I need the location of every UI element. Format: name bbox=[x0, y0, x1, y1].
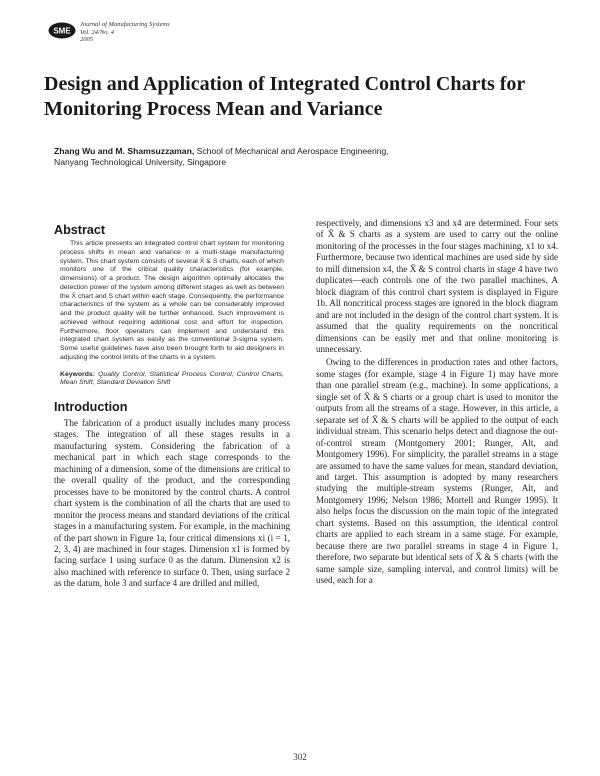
journal-info bbox=[80, 21, 170, 44]
keywords bbox=[60, 371, 284, 389]
left-column bbox=[54, 218, 290, 590]
introduction-paragraph: The fabrication of a product usually includes many process stages. The integration of all these stages results in a manufacturing system. Considering the fabrication of a mechanical part in which each stage corresponds to the machining of a dimension, some of the dimensions are critical to the overall quality of the product, and the corresponding processes have to be monitored by the control charts. A control chart system is the combination of all the charts that are used to monitor the process means and standard deviations of the critical stages in a manufacturing system. For example, in the machining of the part shown in Figure 1a, four critical dimensions xi (i = 1, 2, 3, 4) are machined in four stages. Dimension x1 is formed by facing surface 1 using surface 0 as the datum. Dimension x2 is also machined with reference to surface 0. Then, using surface 2 as the datum, hole 3 and surface 4 are drilled and milled, bbox=[54, 418, 290, 589]
right-column bbox=[316, 218, 558, 589]
sme-logo-text: SME bbox=[53, 26, 71, 36]
page-number: 302 bbox=[293, 752, 307, 762]
article-title: Design and Application of Integrated Control Charts for Monitoring Process Mean and Variance bbox=[44, 73, 525, 120]
body-paragraph-2: Owing to the differences in production rates and other factors, some stages (for example, stage 4 in Figure 1) may have more than one parallel stream (e.g., machine). In some applications, a single set of X̄ & S charts or a group chart is used to monitor the outputs from all the streams of a stage. However, in this article, a separate set of X̄ & S charts will be applied to the output of each individual stream. This scenario helps detect and diagnose the out-of-control stream (Montgomery 2001; Runger, Alt, and Montgomery 1996). For simplicity, the parallel streams in a stage are assumed to have the same values for mean, standard deviation, and target. This assumption is adopted by many researchers studying the multiple-stream systems (Runger, Alt, and Montgomery 1996; Nelson 1986; Mortell and Runger 1995). It also helps focus the discussion on the main topic of the integrated chart systems. Based on this assumption, the identical control charts are applied to each stream in a same stage. For example, because there are two parallel streams in stage 4 in Figure 1, therefore, two separate but identical sets of X̄ & S charts (with the same sample size, sampling interval, and control limits) will be used, each for a bbox=[316, 357, 558, 586]
sme-logo bbox=[48, 22, 76, 39]
abstract-heading: Abstract bbox=[54, 223, 106, 237]
journal-year: 2005 bbox=[80, 36, 93, 44]
author-department: School of Mechanical and Aerospace Engineering, bbox=[196, 146, 389, 156]
author-university: Nanyang Technological University, Singapore bbox=[54, 156, 227, 167]
keywords-label: Keywords: bbox=[60, 370, 95, 378]
body-paragraph-1: respectively, and dimensions x3 and x4 are determined. Four sets of X̄ & S charts as a system are used to carry out the online monitoring of the processes in the four stages machining, x1 to x4. Furthermore, because two identical machines are used side by side to mill dimension x4, the X̄ & S control charts in stage 4 have two duplicates—each controls one of the two parallel machines. A block diagram of this control chart system is displayed in Figure 1b. All noncritical process stages are ignored in the block diagram and are not included in the design of the control chart system. It is assumed that the quality requirements on the noncritical dimensions can be easily met and that online monitoring is unnecessary. bbox=[316, 218, 558, 354]
introduction-heading: Introduction bbox=[54, 400, 128, 414]
journal-volume: Vol. 24/No. 4 bbox=[80, 28, 114, 36]
abstract-text: This article presents an integrated control chart system for monitoring process shifts in mean and variance in a multi-stage manufacturing system. This chart system consists of several X̄ & S charts, each of which monitors one of the critical quality characteristics (for example, dimensions) of a product. The design algorithm optimally allocates the detection power of the system among different stages as well as between the X̄ chart and S chart within each stage. Consequently, the performance characteristics of the system as a whole can be considerably improved and the product quality will be further enhanced. Such improvement is achieved without requiring additional cost and effort for inspection. Furthermore, floor operators can implement and understand this integrated chart system as easily as the conventional 3-sigma system. Some useful guidelines have also been brought forth to aid designers in adjusting the control limits of the charts in a system. bbox=[60, 240, 284, 361]
author-names: Zhang Wu and M. Shamsuzzaman, bbox=[54, 146, 195, 156]
keywords-text: Quality Control, Statistical Process Control, Control Charts, Mean Shift, Standard Deviation Shift bbox=[60, 370, 284, 387]
journal-name: Journal of Manufacturing Systems bbox=[80, 21, 170, 28]
author-block bbox=[54, 146, 554, 168]
